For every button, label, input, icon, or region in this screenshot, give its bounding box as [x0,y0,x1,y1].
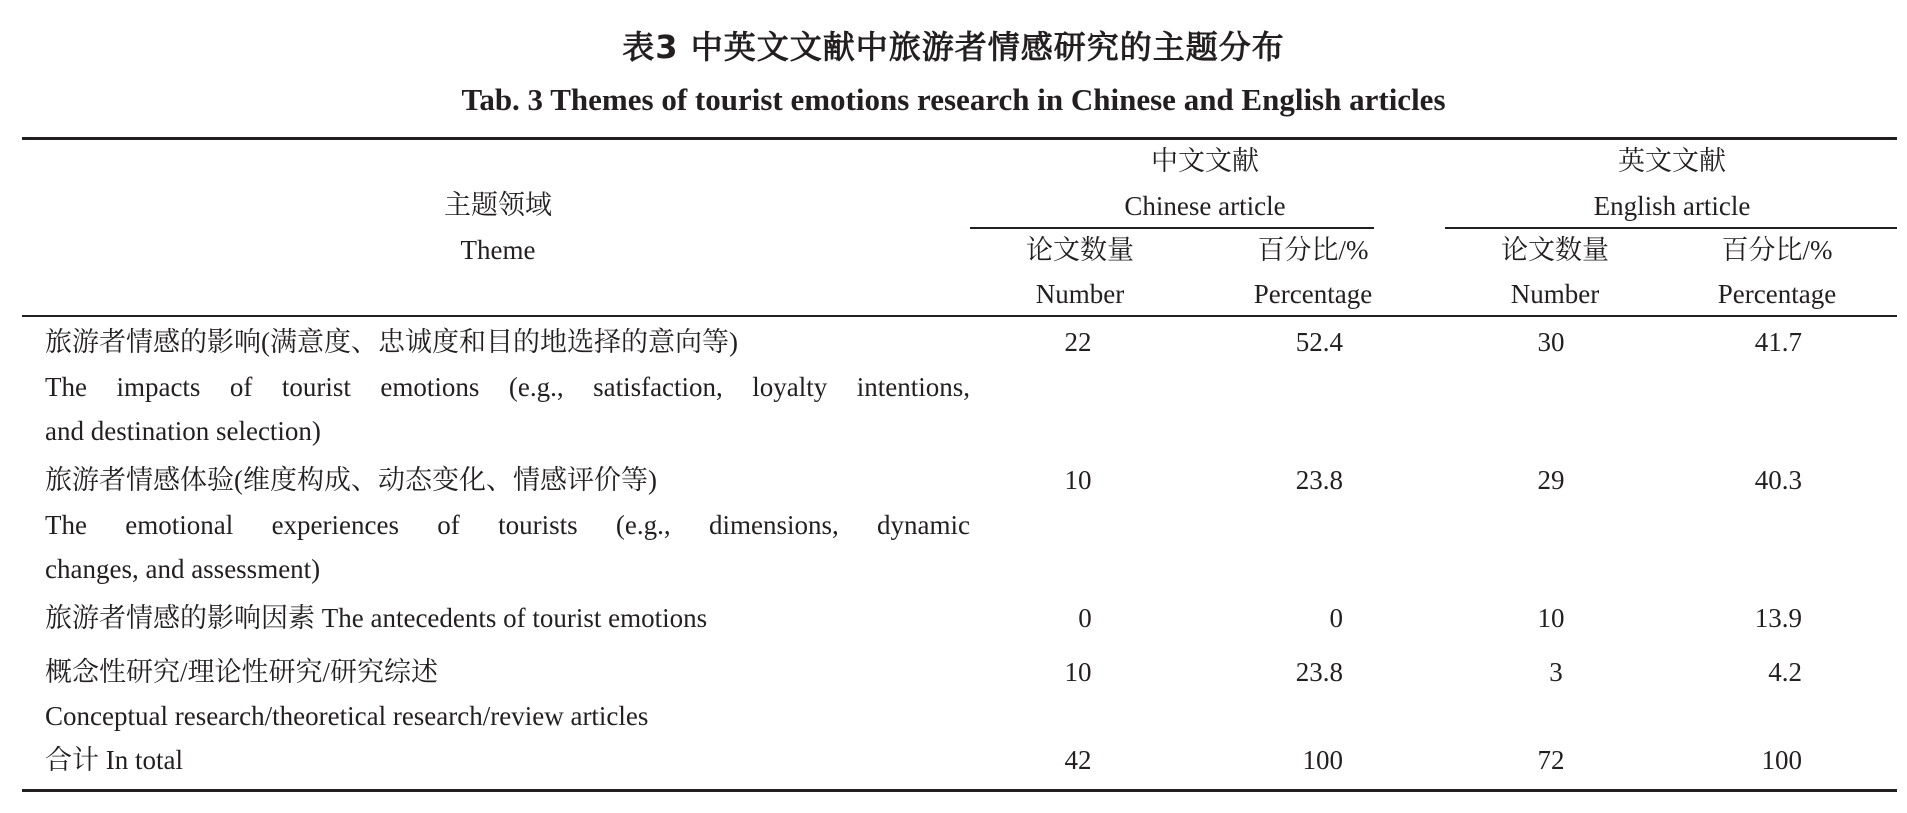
row-cn-percentage: 52.4 [1295,327,1343,357]
row-cn-percentage: 100 [1302,745,1343,775]
header-english-group-en: English article [1593,191,1751,221]
header-en-percentage-cn: 百分比/% [1721,235,1833,265]
table-caption-chinese: 表3 中英文文献中旅游者情感研究的主题分布 [622,28,1285,66]
row-theme: 合计 In total [45,745,183,775]
table-caption-english: Tab. 3 Themes of tourist emotions research in Chinese and English articles [461,82,1446,117]
row-cn-number: 10 [1064,657,1092,687]
header-cn-number-cn: 论文数量 [1026,235,1134,265]
row-en-number: 3 [1549,657,1563,687]
header-theme-cn: 主题领域 [444,190,552,220]
header-en-percentage-en: Percentage [1717,279,1837,309]
top-rule [22,137,1897,140]
row-cn-number: 10 [1064,465,1092,495]
header-bottom-rule [22,315,1897,317]
header-cn-number-en: Number [1035,279,1125,309]
row-en-number: 10 [1537,603,1565,633]
row-en-percentage: 41.7 [1754,327,1802,357]
row-theme-en: The impacts of tourist emotions (e.g., satisfaction, loyalty intentions, [45,372,970,402]
row-en-percentage: 4.2 [1768,657,1802,687]
header-en-number-en: Number [1510,279,1600,309]
row-cn-percentage: 23.8 [1295,657,1343,687]
chinese-group-rule [970,227,1374,229]
row-theme-en: The emotional experiences of tourists (e.g., dimensions, dynamic [45,510,970,540]
row-theme-cn: 概念性研究/理论性研究/研究综述 [45,657,439,687]
row-theme-en: Conceptual research/theoretical research/review articles [45,701,649,731]
header-chinese-group-en: Chinese article [1124,191,1286,221]
row-en-number: 29 [1537,465,1565,495]
row-en-number: 72 [1537,745,1565,775]
row-en-percentage: 40.3 [1754,465,1802,495]
row-en-number: 30 [1537,327,1565,357]
row-cn-number: 22 [1064,327,1092,357]
row-cn-percentage: 0 [1329,603,1343,633]
row-theme-en-cont: and destination selection) [45,416,321,446]
header-theme-en: Theme [460,235,536,265]
row-theme: 旅游者情感的影响因素 The antecedents of tourist emotions [45,603,708,633]
row-cn-percentage: 23.8 [1295,465,1343,495]
row-en-percentage: 13.9 [1754,603,1802,633]
header-chinese-group-cn: 中文文献 [1151,146,1259,176]
row-theme-en-cont: changes, and assessment) [45,554,321,584]
row-cn-number: 42 [1064,745,1092,775]
header-cn-percentage-cn: 百分比/% [1257,235,1369,265]
header-english-group-cn: 英文文献 [1618,146,1726,176]
english-group-rule [1445,227,1897,229]
bottom-rule [22,789,1897,792]
header-cn-percentage-en: Percentage [1253,279,1373,309]
header-en-number-cn: 论文数量 [1501,235,1609,265]
row-cn-number: 0 [1078,603,1092,633]
row-en-percentage: 100 [1761,745,1802,775]
row-theme-cn: 旅游者情感的影响(满意度、忠诚度和目的地选择的意向等) [45,327,738,357]
row-theme-cn: 旅游者情感体验(维度构成、动态变化、情感评价等) [45,465,657,495]
